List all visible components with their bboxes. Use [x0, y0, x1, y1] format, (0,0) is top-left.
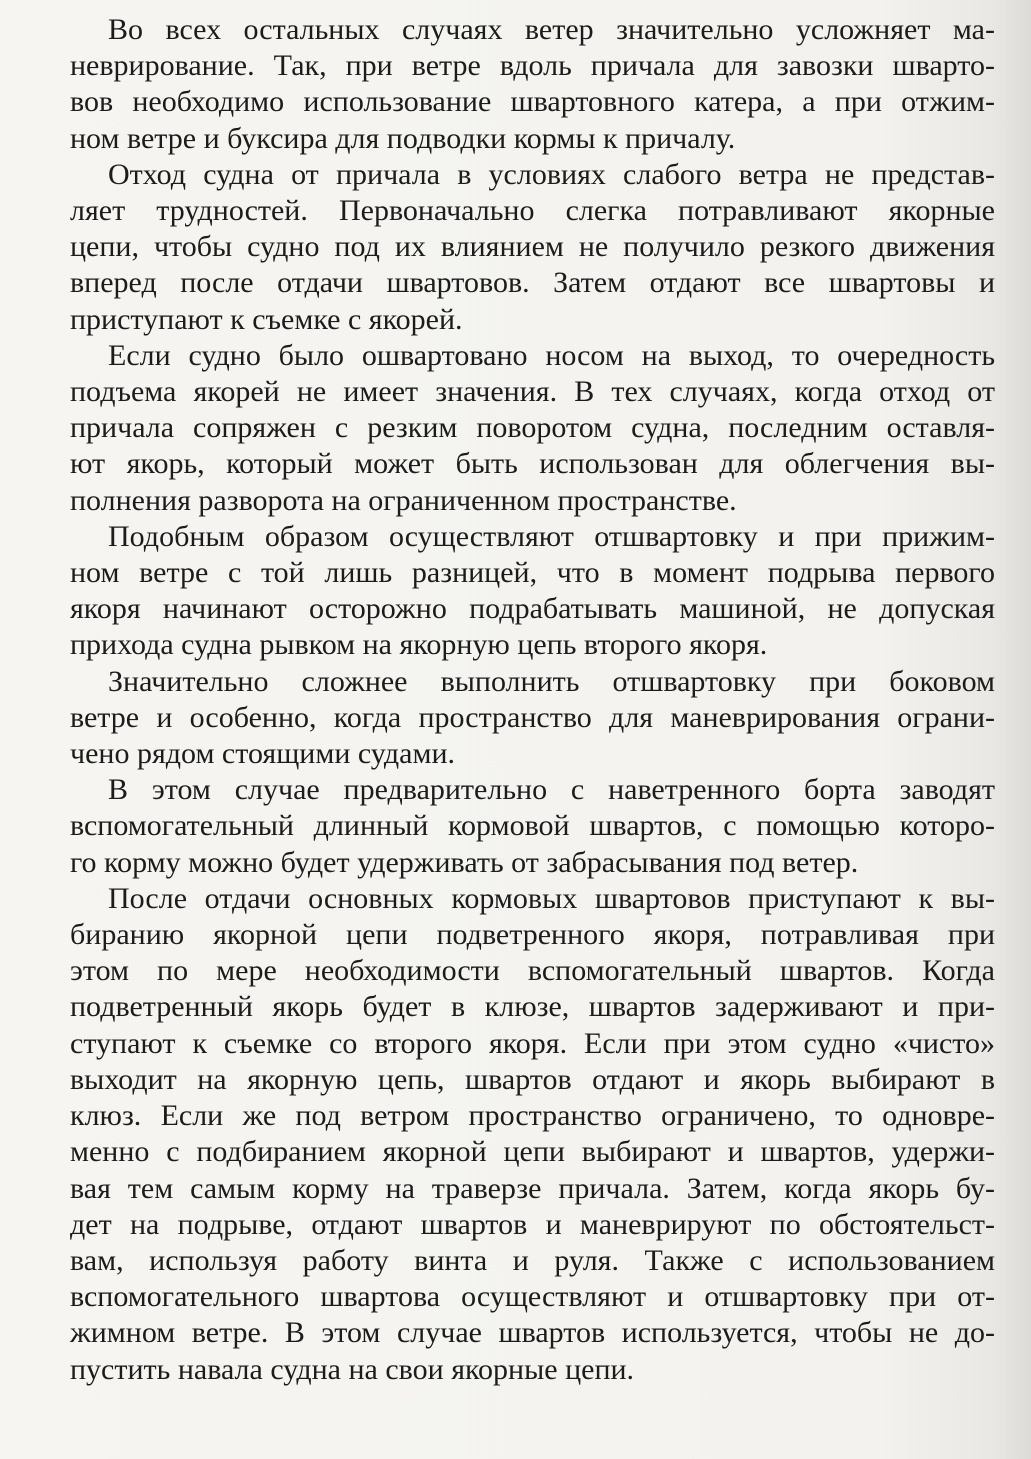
- paragraph-5: [32, 664, 995, 773]
- text-line: ном ветре и буксира для подводки кормы к причалу.: [70, 121, 736, 155]
- text-line: цепи, чтобы судно под их влиянием не получило резкого движения: [70, 230, 995, 264]
- text-line: жимном ветре. В этом случае швартов используется, чтобы не до-: [70, 1316, 995, 1350]
- text-line: клюз. Если же под ветром пространство ограничено, то одновре-: [70, 1099, 995, 1133]
- text-line: полнения разворота на ограниченном пространстве.: [70, 483, 737, 517]
- text-line: чено рядом стоящими судами.: [70, 737, 456, 771]
- text-line: ном ветре с той лишь разницей, что в момент подрыва первого: [70, 556, 995, 590]
- text-line: ветре и особенно, когда пространство для маневрирования ограни-: [70, 700, 995, 734]
- text-line: вам, используя работу винта и руля. Также с использованием: [70, 1243, 995, 1277]
- text-line: вперед после отдачи швартовов. Затем отдают все швартовы и: [70, 266, 995, 300]
- text-line: менно с подбиранием якорной цепи выбирают и швартов, удержи-: [70, 1135, 995, 1169]
- text-line: вспомогательного швартова осуществляют и отшвартовку при от-: [70, 1280, 995, 1314]
- text-line: причала сопряжен с резким поворотом судна, последним оставля-: [70, 411, 995, 445]
- text-line: Если судно было ошвартовано носом на выход, то очередность: [108, 338, 995, 372]
- text-line: вов необходимо использование швартовного катера, а при отжим-: [70, 85, 995, 119]
- paragraph-1: [32, 12, 995, 157]
- text-line: выходит на якорную цепь, швартов отдают и якорь выбирают в: [70, 1062, 995, 1096]
- text-line: Во всех остальных случаях ветер значительно усложняет ма-: [108, 13, 995, 46]
- paragraph-3: [32, 338, 995, 519]
- text-line: этом по мере необходимости вспомогательный швартов. Когда: [70, 954, 995, 988]
- text-line: Подобным образом осуществляют отшвартовку и при прижим-: [108, 519, 995, 553]
- text-line: пустить навала судна на свои якорные цепи.: [70, 1352, 635, 1386]
- paragraph-7: [32, 881, 995, 1388]
- text-line: подветренный якорь будет в клюзе, швартов задерживают и при-: [70, 990, 995, 1024]
- text-line: вая тем самым корму на траверзе причала. Затем, когда якорь бу-: [70, 1171, 995, 1205]
- text-line: В этом случае предварительно с наветренного борта заводят: [108, 773, 995, 807]
- paragraph-4: [32, 519, 995, 664]
- text-line: го корму можно будет удерживать от забрасывания под ветер.: [70, 845, 859, 879]
- text-line: прихода судна рывком на якорную цепь второго якоря.: [70, 628, 768, 662]
- text-line: Значительно сложнее выполнить отшвартовку при боковом: [108, 664, 995, 698]
- text-line: подъема якорей не имеет значения. В тех случаях, когда отход от: [70, 375, 995, 409]
- text-line: вспомогательный длинный кормовой швартов, с помощью которо-: [70, 809, 995, 843]
- text-line: ляет трудностей. Первоначально слегка потравливают якорные: [70, 194, 995, 228]
- text-line: Отход судна от причала в условиях слабого ветра не представ-: [108, 157, 995, 191]
- page-text: [32, 12, 995, 1388]
- paragraph-2: [32, 157, 995, 338]
- text-line: После отдачи основных кормовых швартовов приступают к вы-: [108, 881, 995, 915]
- text-line: ступают к съемке со второго якоря. Если при этом судно «чисто»: [70, 1026, 995, 1060]
- text-line: неврирование. Так, при ветре вдоль причала для завозки шварто-: [70, 49, 995, 83]
- text-line: дет на подрыве, отдают швартов и маневрируют по обстоятельст-: [70, 1207, 995, 1241]
- text-line: якоря начинают осторожно подрабатывать машиной, не допуская: [70, 592, 995, 626]
- text-line: приступают к съемке с якорей.: [70, 302, 463, 336]
- text-line: ют якорь, который может быть использован для облегчения вы-: [70, 447, 995, 481]
- paragraph-6: [32, 772, 995, 881]
- text-line: биранию якорной цепи подветренного якоря, потравливая при: [70, 918, 995, 952]
